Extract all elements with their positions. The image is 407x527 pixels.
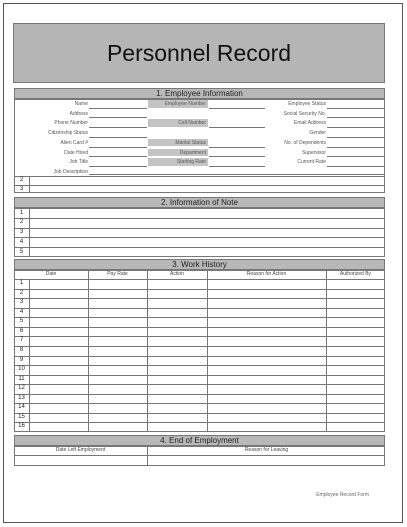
employee-label-right-5: Supervisor	[302, 149, 326, 156]
employee-label-left-2: Phone Number	[54, 120, 88, 127]
work-row-number-2: 2	[19, 289, 24, 296]
work-row-line-11	[14, 384, 385, 385]
employee-field-left-4	[89, 147, 147, 148]
work-row-number-1: 1	[19, 280, 24, 286]
employee-row-line-1	[14, 185, 385, 186]
employee-label-right-3: Gender	[309, 130, 326, 137]
information-of-note-table	[14, 208, 385, 257]
note-row-line-1	[14, 218, 385, 219]
work-col-header-1: Pay Rate	[107, 271, 128, 277]
note-row-line-2	[14, 228, 385, 229]
work-row-number-8: 8	[19, 346, 24, 353]
employee-field-left-1	[89, 117, 147, 118]
employee-label-mid-2: Marital Status	[175, 139, 206, 146]
work-row-number-6: 6	[19, 327, 24, 334]
work-col-header-2: Action	[170, 271, 184, 277]
work-row-number-5: 5	[19, 318, 24, 325]
work-history-table	[14, 270, 385, 432]
work-row-line-1	[14, 289, 385, 290]
employee-field-right-6	[327, 166, 384, 167]
note-row-number-2: 2	[19, 219, 24, 226]
employee-label-left-4: Alien Card #	[60, 139, 88, 146]
work-col-divider-0	[88, 270, 89, 432]
work-row-number-10: 10	[18, 366, 25, 373]
work-row-line-5	[14, 327, 385, 328]
end-col-date-left: Date Left Employment	[55, 447, 106, 453]
title-banner	[13, 23, 385, 83]
note-number-divider	[29, 208, 30, 257]
employee-label-right-2: Email Address	[294, 120, 326, 127]
employee-label-left-0: Name	[74, 101, 88, 107]
employee-label-mid-0: Employee Number	[164, 101, 206, 107]
work-row-number-13: 13	[18, 394, 25, 401]
work-row-number-16: 16	[18, 423, 25, 430]
employee-row-number-3: 3	[19, 185, 24, 192]
end-col-reason-leaving: Reason for Leaving	[244, 447, 289, 453]
employee-label-left-3: Citizenship Status	[47, 130, 88, 137]
employee-row-number-2: 2	[19, 177, 24, 183]
work-row-line-2	[14, 298, 385, 299]
work-row-line-9	[14, 365, 385, 366]
employee-field-mid-0	[209, 108, 265, 109]
work-row-line-4	[14, 317, 385, 318]
employee-field-mid-2	[209, 147, 265, 148]
employee-number-divider	[29, 176, 30, 193]
employee-label-left-6: Job Title	[69, 159, 88, 166]
note-row-line-4	[14, 247, 385, 248]
work-row-line-3	[14, 308, 385, 309]
footer-text: Employee Record Form	[316, 492, 369, 498]
work-row-line-7	[14, 346, 385, 347]
work-row-number-14: 14	[18, 404, 25, 411]
note-row-number-5: 5	[19, 248, 24, 255]
employee-label-right-4: No. of Dependents	[284, 139, 326, 146]
work-row-number-9: 9	[19, 356, 24, 363]
employee-field-left-5	[89, 156, 147, 157]
note-row-number-3: 3	[19, 229, 24, 236]
section-work-history: 3. Work History	[14, 259, 385, 270]
employee-label-mid-1: Cell Number	[178, 120, 206, 127]
employee-field-left-6	[89, 166, 147, 167]
work-row-number-7: 7	[19, 337, 24, 344]
employee-field-right-4	[327, 147, 384, 148]
employee-field-right-0	[327, 108, 384, 109]
work-col-header-0: Date	[45, 271, 57, 277]
note-row-number-1: 1	[19, 209, 24, 216]
employee-label-left-1: Address	[69, 110, 88, 117]
employee-field-right-5	[327, 156, 384, 157]
work-header-line	[14, 279, 385, 280]
employee-field-right-3	[327, 137, 384, 138]
section-end-of-employment: 4. End of Employment	[14, 435, 385, 446]
section-employee-information: 1. Employee Information	[14, 88, 385, 99]
employee-field-right-1	[327, 117, 384, 118]
work-row-line-10	[14, 375, 385, 376]
work-row-line-15	[14, 422, 385, 423]
employee-field-mid-1	[209, 127, 265, 128]
page-title: Personnel Record	[106, 39, 292, 66]
work-row-number-11: 11	[18, 375, 25, 382]
work-col-header-3: Reason for Action	[246, 271, 287, 277]
work-row-line-14	[14, 413, 385, 414]
employee-field-left-2	[89, 127, 147, 128]
employee-label-right-0: Employee Status	[288, 101, 326, 107]
work-row-number-3: 3	[19, 299, 24, 306]
employee-field-mid-3	[209, 156, 265, 157]
work-col-divider-3	[326, 270, 327, 432]
work-col-divider-2	[207, 270, 208, 432]
work-row-line-8	[14, 356, 385, 357]
employee-label-right-1: Social Security No.	[283, 110, 326, 117]
employee-label-right-6: Current Rate	[297, 159, 326, 166]
employee-row-line-0	[14, 176, 385, 177]
job-description-line	[89, 174, 384, 175]
work-row-line-12	[14, 394, 385, 395]
work-row-line-13	[14, 403, 385, 404]
employee-label-mid-4: Starting Rate	[176, 159, 206, 166]
work-col-divider-1	[147, 270, 148, 432]
note-row-line-3	[14, 237, 385, 238]
employee-field-left-3	[89, 137, 147, 138]
work-col-header-4: Authorized By	[339, 271, 372, 277]
employee-label-left-5: Date Hired	[64, 149, 88, 156]
work-row-number-12: 12	[18, 385, 25, 392]
employee-field-right-2	[327, 127, 384, 128]
employee-label-mid-3: Department	[179, 149, 206, 156]
note-row-number-4: 4	[19, 238, 24, 245]
work-row-line-6	[14, 336, 385, 337]
employee-field-left-0	[89, 108, 147, 109]
employee-field-mid-4	[209, 166, 265, 167]
section-information-of-note: 2. Information of Note	[14, 197, 385, 208]
employee-label-left-7: Job Description	[53, 168, 88, 175]
work-row-number-4: 4	[19, 308, 24, 315]
work-row-number-15: 15	[18, 413, 25, 420]
